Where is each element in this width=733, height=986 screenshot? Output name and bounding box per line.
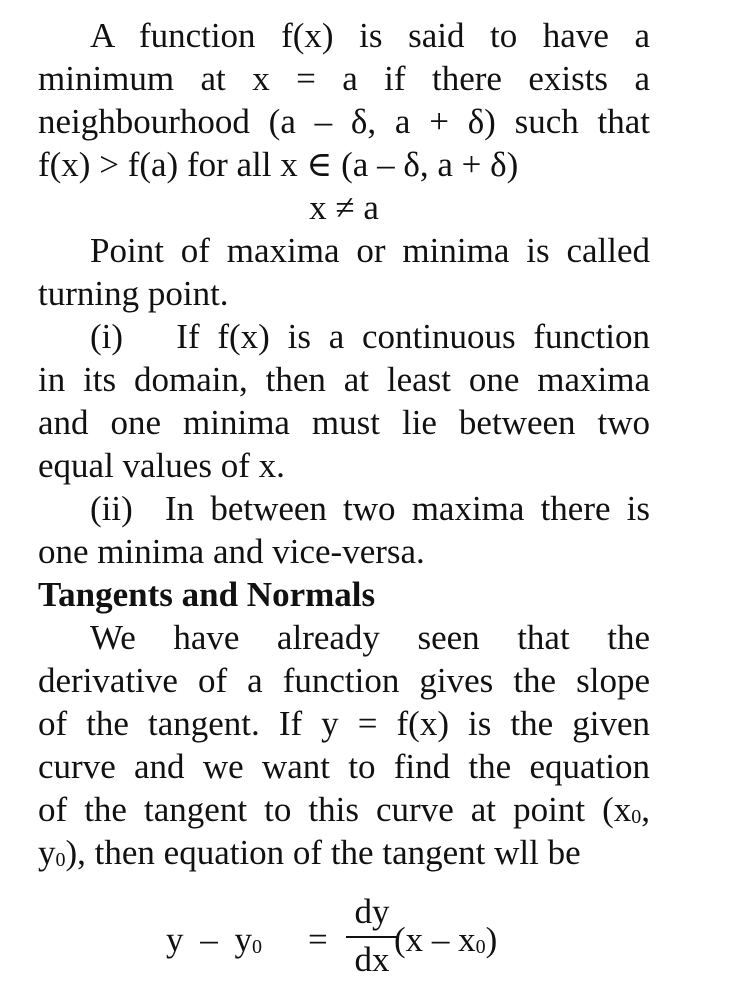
subscript: 0	[252, 936, 262, 958]
text-line: neighbourhood (a – δ, a + δ) such that	[38, 102, 650, 141]
fraction-numerator: dy	[354, 892, 390, 931]
fraction-denominator: dx	[354, 940, 390, 979]
text-line: We have already seen that the	[90, 618, 650, 657]
text-line: (ii) In between two maxima there is	[90, 489, 650, 528]
text-line: derivative of a function gives the slope	[38, 661, 650, 700]
text-fragment: y	[38, 833, 56, 872]
derivative-fraction	[346, 892, 398, 980]
text-line: and one minima must lie between two	[38, 403, 650, 442]
text-line: in its domain, then at least one maxima	[38, 360, 650, 399]
equals-sign: =	[308, 920, 328, 959]
subscript: 0	[55, 849, 66, 871]
turning-point-paragraph	[38, 229, 650, 315]
section-heading: Tangents and Normals	[38, 575, 376, 614]
text-fragment: ), then equation of the tangent wll be	[65, 833, 581, 872]
equation-rhs	[394, 920, 497, 960]
text-line: of the tangent. If y = f(x) is the given	[38, 704, 650, 743]
tangent-paragraph	[38, 616, 650, 874]
point-i-paragraph	[38, 315, 650, 487]
fraction-bar	[346, 936, 398, 938]
condition-line: x ≠ a	[309, 188, 379, 227]
equation-rhs-open: (x – x	[394, 920, 476, 959]
text-line: A function f(x) is said to have a	[90, 16, 650, 55]
point-ii-paragraph	[38, 487, 650, 573]
equation-y: y	[166, 920, 184, 959]
text-line	[38, 831, 650, 874]
text-line	[38, 788, 650, 831]
text-fragment: of the tangent to this curve at point (x	[38, 790, 632, 829]
tangent-equation	[38, 892, 650, 982]
subscript: 0	[475, 936, 486, 958]
text-line: equal values of x.	[38, 446, 285, 485]
equation-y0: y	[234, 920, 252, 959]
text-line: curve and we want to find the equation	[38, 747, 650, 786]
equation-minus: –	[200, 920, 218, 959]
document-page	[38, 14, 650, 874]
text-line: one minima and vice-versa.	[38, 532, 425, 571]
minimum-definition-paragraph	[38, 14, 650, 229]
text-line: turning point.	[38, 274, 229, 313]
text-line: (i) If f(x) is a continuous function	[90, 317, 650, 356]
text-line: Point of maxima or minima is called	[90, 231, 650, 270]
text-fragment: ,	[641, 790, 650, 829]
equation-rhs-close: )	[485, 920, 498, 959]
text-line: minimum at x = a if there exists a	[38, 59, 650, 98]
subscript: 0	[631, 806, 642, 828]
equation-lhs	[166, 920, 262, 960]
text-line: f(x) > f(a) for all x ∈ (a – δ, a + δ)	[38, 145, 519, 184]
